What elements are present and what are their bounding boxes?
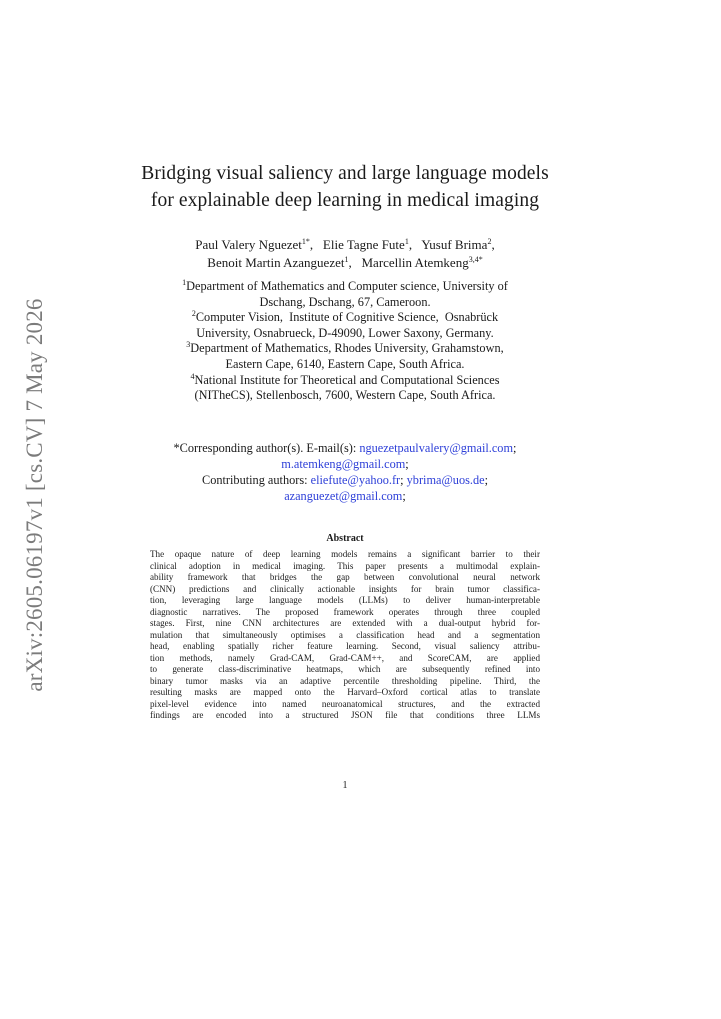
author-separator: , — [408, 237, 419, 252]
affiliation-mark: 1 — [182, 278, 187, 287]
affiliation-text: University, Osnabrueck, D-49090, Lower Saxony, Germany. — [196, 325, 494, 340]
title-line-2: for explainable deep learning in medical imaging — [150, 190, 540, 211]
abstract-line: mulation that simultaneously optimises a classification head and a segmentation — [150, 629, 540, 640]
title-line-1: Bridging visual saliency and large language models — [141, 163, 549, 184]
email-link[interactable]: azanguezet@gmail.com — [284, 489, 403, 503]
author-affil-mark: 1 — [344, 255, 349, 264]
author-line-2 — [100, 254, 590, 272]
corresponding-line — [100, 440, 590, 456]
abstract-line: head, enabling spatially richer feature learning. Second, visual saliency attribu- — [150, 641, 540, 651]
affiliation-mark: 4 — [190, 371, 195, 381]
abstract-line: to generate class-discriminative heatmaps, which are subsequently refined into — [150, 664, 540, 674]
affiliation-item — [100, 279, 590, 310]
author-name: Elie Tagne Fute — [322, 237, 405, 252]
abstract-line: stages. First, nine CNN architectures are extended with a dual-output hybrid for- — [150, 618, 540, 628]
abstract-body — [150, 549, 540, 722]
author-separator: , — [309, 237, 320, 252]
author-name: Paul Valery Nguezet — [195, 237, 302, 252]
email-separator: ; — [484, 473, 488, 487]
abstract-line: tion, leveraging large language models (LLMs) to deliver human-interpretable — [150, 595, 540, 605]
arxiv-stamp — [14, 300, 56, 690]
author-affil-mark: 2 — [487, 237, 492, 246]
affiliation-text: Department of Mathematics, Rhodes University, Grahamstown, — [190, 341, 504, 356]
abstract-line: ability framework that bridges the gap between convolutional neural network — [150, 572, 540, 582]
affiliation-text: Dschang, Dschang, 67, Cameroon. — [259, 294, 431, 309]
author-name: Marcellin Atemkeng — [361, 255, 469, 270]
paper-title — [100, 160, 590, 214]
affiliation-text: (NITheCS), Stellenbosch, 7600, Western Cape, South Africa. — [194, 388, 496, 403]
email-separator: ; — [402, 489, 406, 503]
abstract-line: (CNN) predictions and clinically actionable insights for brain tumor classifica- — [150, 583, 540, 594]
email-separator: ; — [405, 457, 409, 471]
email-separator: ; — [400, 473, 404, 487]
abstract-line: findings are encoded into a structured JSON file that conditions three LLMs — [150, 710, 540, 720]
abstract-line: tion methods, namely Grad-CAM, Grad-CAM++, and ScoreCAM, are applied — [150, 652, 540, 663]
author-name: Yusuf Brima — [421, 237, 488, 252]
affiliation-text: Department of Mathematics and Computer science, University of — [186, 279, 508, 293]
affiliation-item — [100, 310, 590, 341]
affiliation-text: Eastern Cape, 6140, Eastern Cape, South Africa. — [225, 356, 465, 371]
affiliation-mark: 3 — [186, 340, 191, 350]
affiliation-text: National Institute for Theoretical and Computational Sciences — [194, 372, 500, 387]
email-link[interactable]: nguezetpaulvalery@gmail.com — [359, 441, 514, 455]
abstract-line: pixel-level evidence into named neuroanatomical structures, and the extracted — [150, 698, 540, 709]
corresponding-label: *Corresponding author(s). E-mail(s): — [173, 441, 360, 455]
page-number: 1 — [342, 780, 348, 791]
contributing-line-2 — [100, 488, 590, 504]
email-link[interactable]: eliefute@yahoo.fr — [310, 473, 401, 487]
affiliation-list — [100, 279, 590, 404]
abstract-line: clinical adoption in medical imaging. This paper presents a multimodal explain- — [150, 560, 540, 571]
email-link[interactable]: m.atemkeng@gmail.com — [281, 457, 406, 471]
affiliation-text: Computer Vision, Institute of Cognitive Science, Osnabrück — [195, 310, 499, 325]
author-separator: , — [491, 237, 495, 252]
contributing-line — [100, 472, 590, 488]
contributing-label: Contributing authors: — [202, 473, 311, 487]
author-line-1 — [100, 236, 590, 254]
author-list — [100, 236, 590, 272]
abstract-line: The opaque nature of deep learning models remains a significant barrier to their — [150, 549, 540, 559]
email-link[interactable]: ybrima@uos.de — [406, 473, 485, 487]
author-separator: , — [348, 255, 359, 270]
corresponding-line-2 — [100, 456, 590, 472]
author-name: Benoit Martin Azanguezet — [207, 255, 345, 270]
arxiv-stamp-text: arXiv:2605.06197v1 [cs.CV] 7 May 2026 — [22, 298, 47, 692]
author-affil-mark: 3,4* — [468, 255, 483, 264]
abstract-heading: Abstract — [326, 533, 364, 544]
affiliation-mark: 2 — [191, 309, 196, 319]
abstract-line: resulting masks are mapped onto the Harvard–Oxford cortical atlas to translate — [150, 687, 540, 697]
affiliation-item — [100, 341, 590, 372]
abstract-line: binary tumor masks via an adaptive percentile thresholding pipeline. Third, the — [150, 675, 540, 686]
author-affil-mark: 1 — [404, 237, 409, 246]
contact-block — [100, 440, 590, 504]
email-separator: ; — [513, 441, 517, 455]
author-affil-mark: 1* — [301, 237, 310, 246]
affiliation-item — [100, 373, 590, 404]
abstract-line: diagnostic narratives. The proposed framework operates through three coupled — [150, 606, 540, 617]
